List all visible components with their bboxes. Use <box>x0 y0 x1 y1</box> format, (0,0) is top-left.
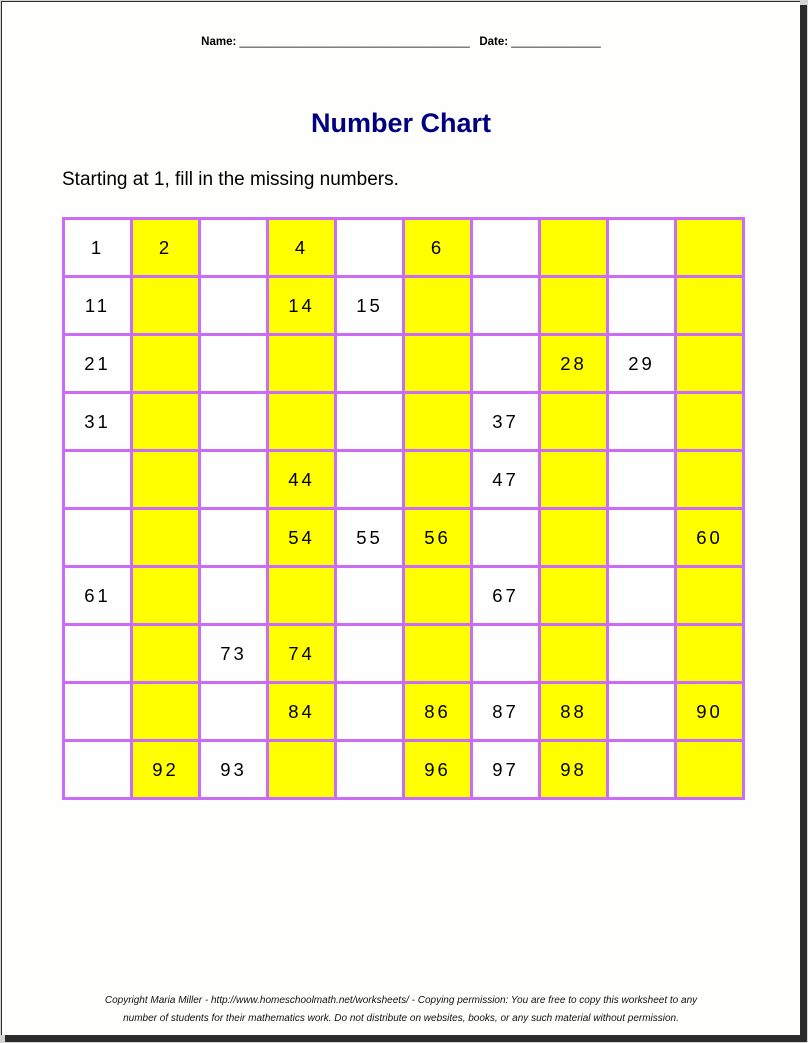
blank-cell[interactable] <box>472 335 540 393</box>
blank-cell[interactable] <box>404 451 472 509</box>
blank-cell[interactable] <box>676 277 744 335</box>
blank-cell[interactable] <box>268 567 336 625</box>
blank-cell[interactable] <box>336 451 404 509</box>
blank-cell[interactable] <box>200 567 268 625</box>
blank-cell[interactable] <box>268 335 336 393</box>
grid-row <box>64 567 744 625</box>
blank-cell[interactable] <box>336 741 404 799</box>
blank-cell[interactable] <box>404 335 472 393</box>
blank-cell[interactable] <box>540 567 608 625</box>
blank-cell[interactable] <box>132 393 200 451</box>
blank-cell[interactable] <box>64 451 132 509</box>
name-label: Name: <box>201 36 237 48</box>
number-cell: 37 <box>472 393 540 451</box>
name-date-line <box>2 36 800 48</box>
number-cell: 2 <box>132 219 200 277</box>
number-cell: 86 <box>404 683 472 741</box>
number-cell: 73 <box>200 625 268 683</box>
blank-cell[interactable] <box>676 625 744 683</box>
number-cell: 6 <box>404 219 472 277</box>
number-cell: 44 <box>268 451 336 509</box>
blank-cell[interactable] <box>268 393 336 451</box>
blank-cell[interactable] <box>132 625 200 683</box>
number-cell: 14 <box>268 277 336 335</box>
blank-cell[interactable] <box>404 567 472 625</box>
number-cell: 54 <box>268 509 336 567</box>
blank-cell[interactable] <box>472 219 540 277</box>
blank-cell[interactable] <box>608 509 676 567</box>
blank-cell[interactable] <box>132 451 200 509</box>
number-cell: 21 <box>64 335 132 393</box>
blank-cell[interactable] <box>472 509 540 567</box>
grid-row <box>64 625 744 683</box>
footer-line-2: number of students for their mathematics work. Do not distribute on websites, books, or any such material without permission. <box>123 1013 679 1024</box>
number-cell: 55 <box>336 509 404 567</box>
worksheet-page <box>1 1 800 1035</box>
blank-cell[interactable] <box>336 567 404 625</box>
blank-cell[interactable] <box>64 625 132 683</box>
grid-row <box>64 335 744 393</box>
copyright-footer <box>2 992 800 1028</box>
blank-cell[interactable] <box>132 277 200 335</box>
blank-cell[interactable] <box>608 451 676 509</box>
blank-cell[interactable] <box>336 683 404 741</box>
number-cell: 98 <box>540 741 608 799</box>
blank-cell[interactable] <box>132 335 200 393</box>
blank-cell[interactable] <box>608 625 676 683</box>
blank-cell[interactable] <box>64 741 132 799</box>
blank-cell[interactable] <box>608 277 676 335</box>
number-cell: 1 <box>64 219 132 277</box>
blank-cell[interactable] <box>676 567 744 625</box>
number-cell: 97 <box>472 741 540 799</box>
number-cell: 74 <box>268 625 336 683</box>
grid-row <box>64 219 744 277</box>
blank-cell[interactable] <box>540 509 608 567</box>
number-cell: 47 <box>472 451 540 509</box>
blank-cell[interactable] <box>540 277 608 335</box>
page-title: Number Chart <box>310 108 492 138</box>
grid-row <box>64 277 744 335</box>
number-cell: 67 <box>472 567 540 625</box>
blank-cell[interactable] <box>132 683 200 741</box>
blank-cell[interactable] <box>676 741 744 799</box>
blank-cell[interactable] <box>540 451 608 509</box>
number-cell: 29 <box>608 335 676 393</box>
date-label: Date: <box>479 36 509 48</box>
footer-line-1: Copyright Maria Miller - http://www.homeschoolmath.net/worksheets/ - Copying permission: You are free to copy this worksheet to any <box>104 995 698 1006</box>
number-cell: 96 <box>404 741 472 799</box>
instructions: Starting at 1, fill in the missing numbers. <box>62 169 399 190</box>
blank-cell[interactable] <box>676 335 744 393</box>
number-cell: 31 <box>64 393 132 451</box>
number-cell: 11 <box>64 277 132 335</box>
grid-row <box>64 451 744 509</box>
blank-cell[interactable] <box>540 625 608 683</box>
blank-cell[interactable] <box>132 509 200 567</box>
blank-cell[interactable] <box>336 219 404 277</box>
blank-cell[interactable] <box>404 277 472 335</box>
number-cell: 60 <box>676 509 744 567</box>
grid-row <box>64 741 744 799</box>
blank-cell[interactable] <box>608 567 676 625</box>
blank-cell[interactable] <box>336 625 404 683</box>
number-cell: 88 <box>540 683 608 741</box>
blank-cell[interactable] <box>404 625 472 683</box>
blank-cell[interactable] <box>608 393 676 451</box>
number-cell: 4 <box>268 219 336 277</box>
blank-cell[interactable] <box>608 219 676 277</box>
blank-cell[interactable] <box>200 509 268 567</box>
number-cell: 56 <box>404 509 472 567</box>
blank-cell[interactable] <box>200 393 268 451</box>
blank-cell[interactable] <box>132 567 200 625</box>
blank-cell[interactable] <box>200 451 268 509</box>
number-cell: 84 <box>268 683 336 741</box>
number-cell: 93 <box>200 741 268 799</box>
grid-row <box>64 509 744 567</box>
name-blank[interactable]: ____________________________________ <box>236 36 473 48</box>
number-chart-grid <box>62 217 745 800</box>
number-cell: 90 <box>676 683 744 741</box>
number-cell: 92 <box>132 741 200 799</box>
blank-cell[interactable] <box>472 277 540 335</box>
blank-cell[interactable] <box>200 335 268 393</box>
blank-cell[interactable] <box>540 393 608 451</box>
number-cell: 87 <box>472 683 540 741</box>
blank-cell[interactable] <box>472 625 540 683</box>
blank-cell[interactable] <box>676 219 744 277</box>
number-cell: 61 <box>64 567 132 625</box>
blank-cell[interactable] <box>200 683 268 741</box>
blank-cell[interactable] <box>676 451 744 509</box>
blank-cell[interactable] <box>540 219 608 277</box>
blank-cell[interactable] <box>608 683 676 741</box>
blank-cell[interactable] <box>404 393 472 451</box>
blank-cell[interactable] <box>64 509 132 567</box>
blank-cell[interactable] <box>200 219 268 277</box>
blank-cell[interactable] <box>676 393 744 451</box>
blank-cell[interactable] <box>200 277 268 335</box>
blank-cell[interactable] <box>268 741 336 799</box>
blank-cell[interactable] <box>608 741 676 799</box>
blank-cell[interactable] <box>336 335 404 393</box>
number-cell: 15 <box>336 277 404 335</box>
date-blank[interactable]: ______________ <box>508 36 601 48</box>
grid-row <box>64 393 744 451</box>
number-cell: 28 <box>540 335 608 393</box>
grid-row <box>64 683 744 741</box>
blank-cell[interactable] <box>336 393 404 451</box>
blank-cell[interactable] <box>64 683 132 741</box>
